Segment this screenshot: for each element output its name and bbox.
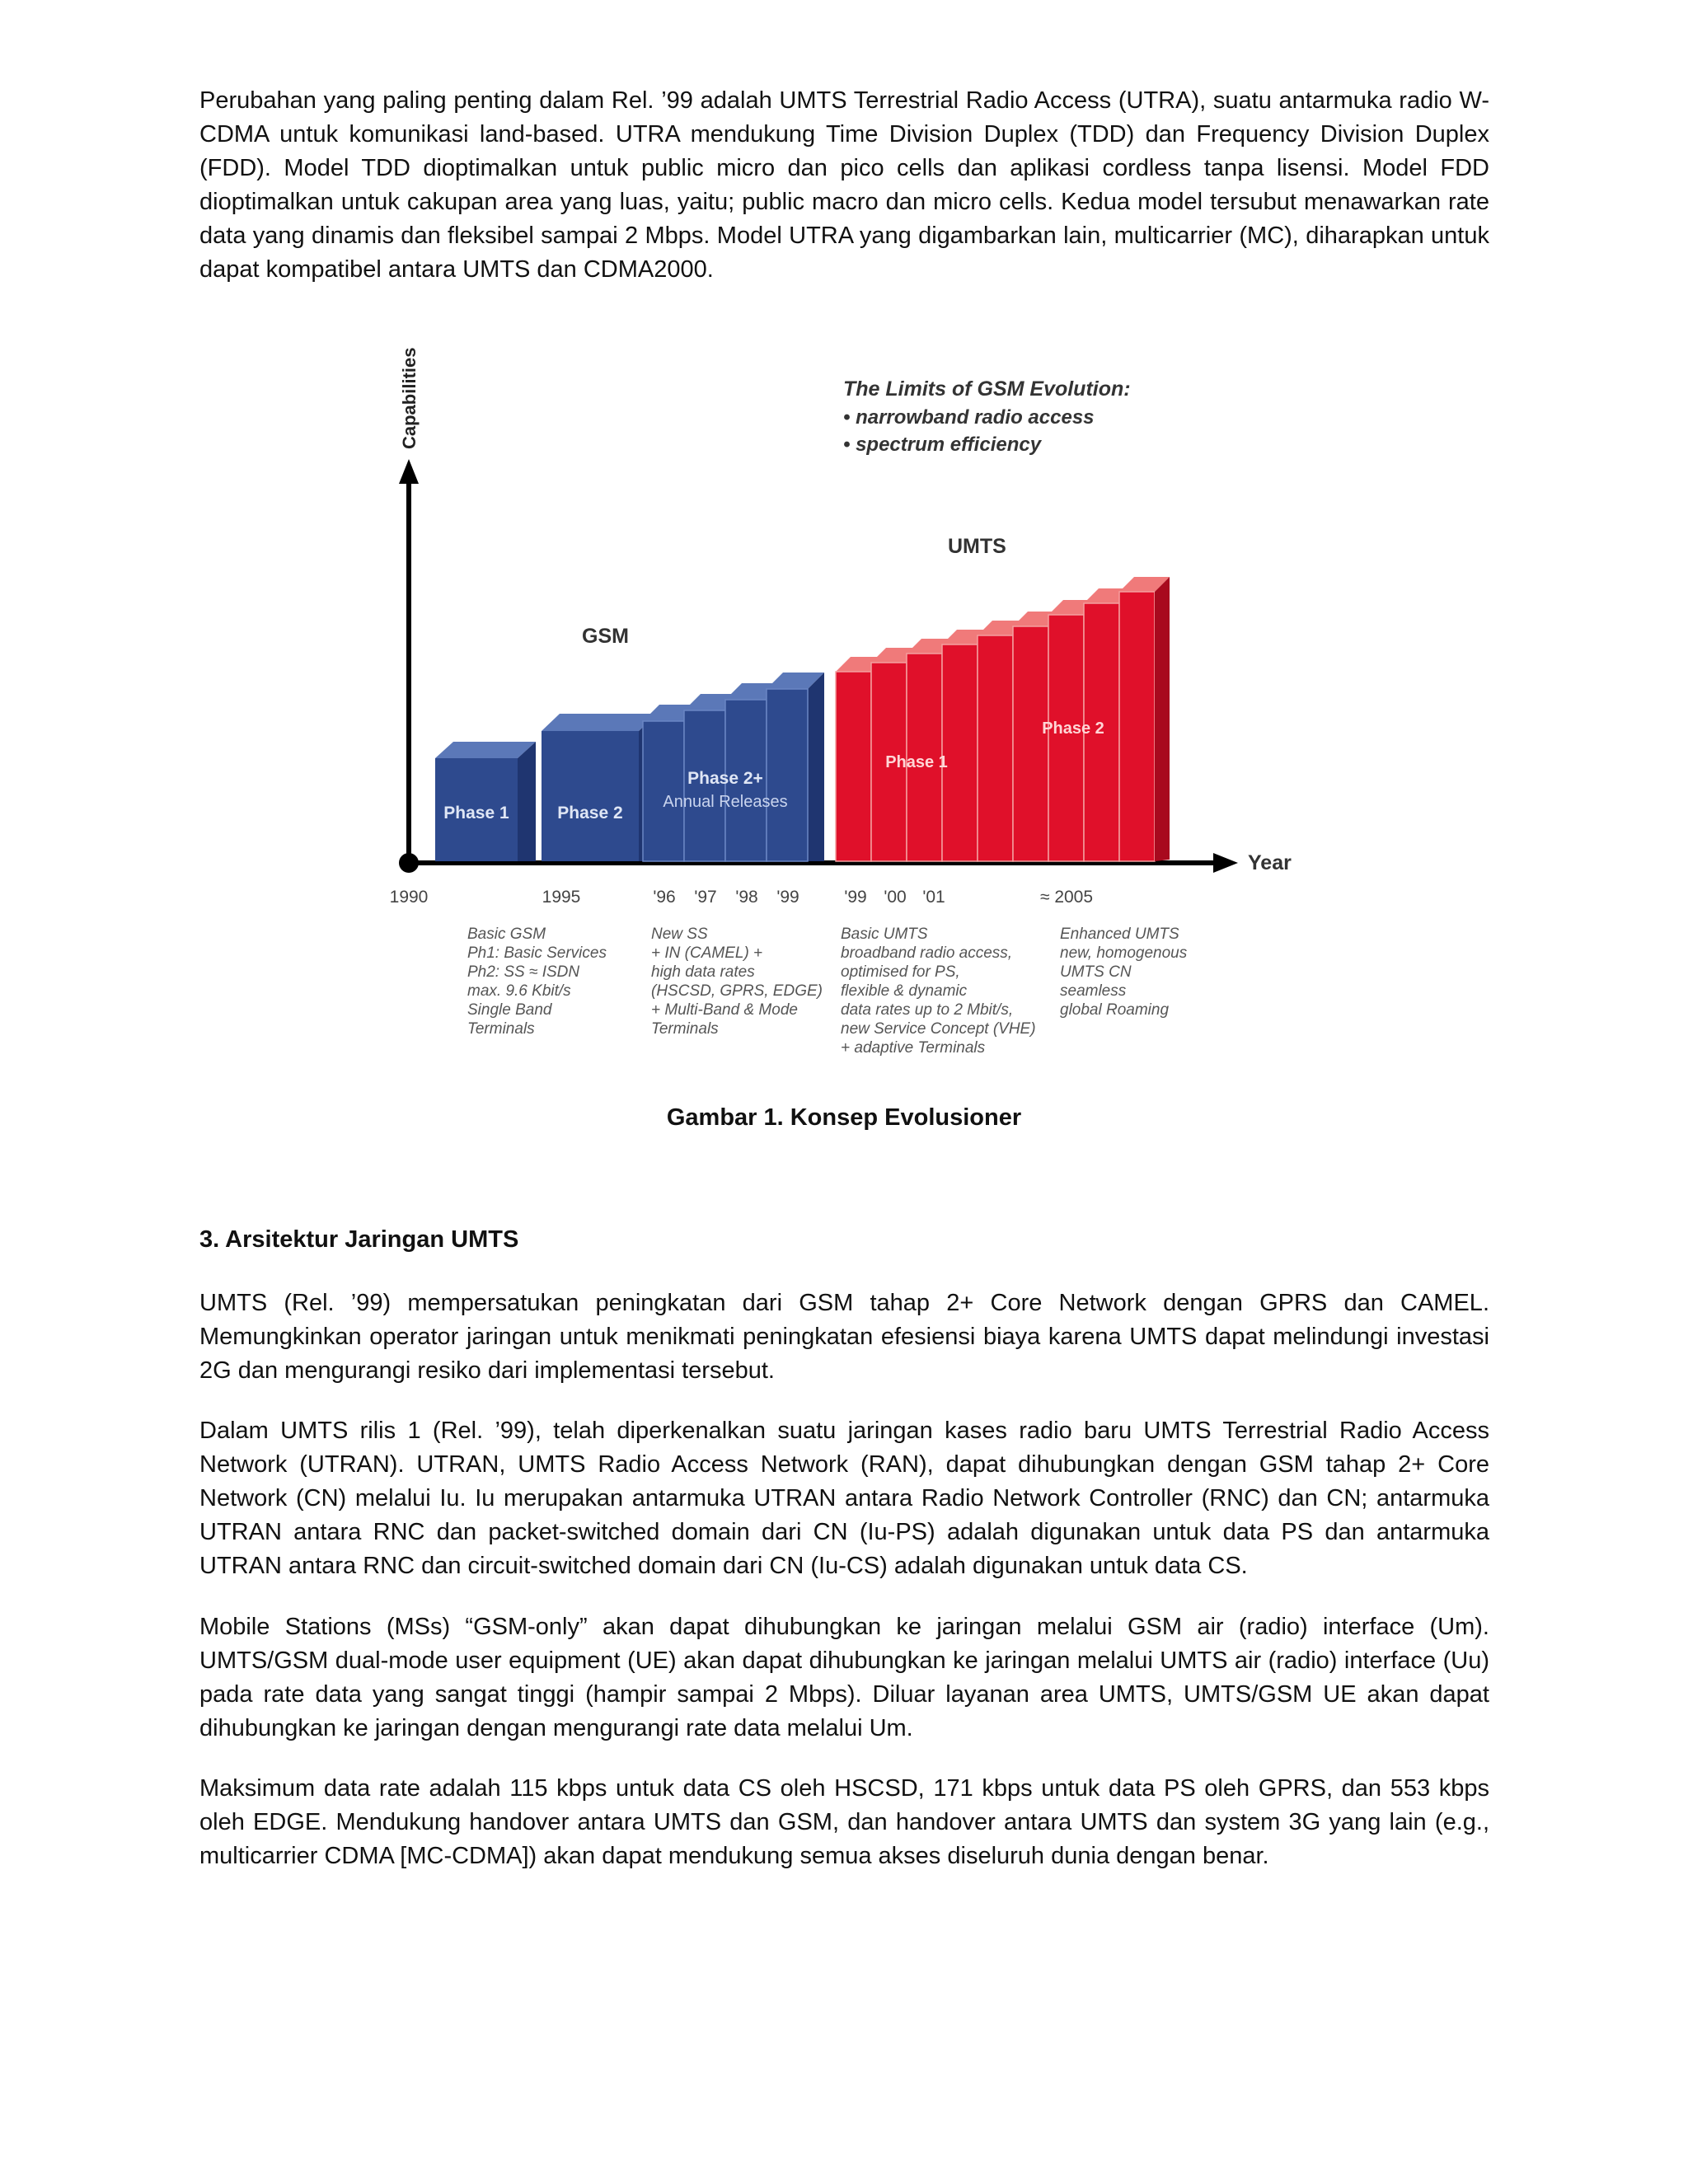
- gsm-phase1-label: Phase 1: [443, 804, 509, 823]
- svg-text:Ph2: SS ≈ ISDN: Ph2: SS ≈ ISDN: [467, 963, 580, 981]
- umts-step-bar: [1013, 626, 1048, 861]
- svg-text:New SS: New SS: [651, 926, 708, 943]
- gsm-phase2-label: Phase 2: [557, 804, 623, 823]
- evolution-figure: [363, 309, 1319, 1067]
- note-gsm-basic: [467, 926, 607, 1038]
- tick-label: '00: [884, 888, 907, 907]
- umts-step-bar: [836, 672, 871, 861]
- x-axis-arrow: [1213, 853, 1238, 873]
- limits-title: The Limits of GSM Evolution:: [843, 377, 1131, 401]
- svg-text:optimised for PS,: optimised for PS,: [841, 963, 960, 981]
- umts-step-bar: [1119, 592, 1155, 861]
- tick-label: '97: [694, 888, 717, 907]
- svg-text:seamless: seamless: [1060, 982, 1127, 1000]
- gsm-label: GSM: [582, 625, 629, 648]
- svg-text:Ph1: Basic Services: Ph1: Basic Services: [467, 944, 607, 962]
- umts-blocks: [836, 577, 1170, 861]
- axis-origin: [399, 853, 419, 873]
- svg-text:flexible & dynamic: flexible & dynamic: [841, 982, 968, 1000]
- svg-text:+ adaptive Terminals: + adaptive Terminals: [841, 1039, 986, 1057]
- umts-phase1-label: Phase 1: [885, 753, 948, 771]
- tick-label: '99: [776, 888, 799, 907]
- tick-label: ≈ 2005: [1039, 888, 1094, 907]
- umts-step-bar: [1048, 615, 1084, 861]
- gsm-blocks: [435, 673, 824, 861]
- svg-text:+ IN (CAMEL) +: + IN (CAMEL) +: [651, 944, 763, 962]
- tick-label: 1995: [542, 888, 581, 907]
- limits-item: • spectrum efficiency: [843, 434, 1042, 456]
- umts-step-bar: [978, 635, 1013, 861]
- svg-text:Terminals: Terminals: [467, 1020, 535, 1038]
- svg-text:Enhanced UMTS: Enhanced UMTS: [1060, 926, 1179, 943]
- gsm-step-bar: [767, 689, 808, 861]
- svg-text:new Service Concept (VHE): new Service Concept (VHE): [841, 1020, 1036, 1038]
- gsm-phase1-side: [518, 742, 536, 861]
- tick-label: 1990: [389, 888, 429, 907]
- gsm-phase2-bar: [542, 731, 639, 861]
- svg-text:data rates up to 2 Mbit/s,: data rates up to 2 Mbit/s,: [841, 1001, 1014, 1019]
- figure-caption: Gambar 1. Konsep Evolusioner: [666, 1104, 1022, 1131]
- svg-text:Single Band: Single Band: [467, 1001, 552, 1019]
- tick-label: '96: [653, 888, 676, 907]
- y-axis-arrow: [399, 459, 419, 484]
- gsm-phase2-top: [542, 714, 657, 731]
- limits-item: • narrowband radio access: [843, 406, 1095, 429]
- note-basic-umts: [841, 926, 1036, 1057]
- svg-text:Terminals: Terminals: [651, 1020, 719, 1038]
- note-new-ss: [651, 926, 823, 1038]
- umts-step-side: [1155, 577, 1170, 861]
- gsm-step-bar: [643, 721, 684, 861]
- svg-text:max. 9.6 Kbit/s: max. 9.6 Kbit/s: [467, 982, 571, 1000]
- paragraph-umts-rel99: UMTS (Rel. ’99) mempersatukan peningkatan dari GSM tahap 2+ Core Network dengan GPRS dan CAMEL. Memungkinkan operator jaringan untuk menikmati peningkatan efesiensi biaya karena UMTS dapat melindungi investasi 2G dan mengurangi resiko dari implementasi tersebut.: [199, 1290, 1489, 1384]
- paragraph-utran: Dalam UMTS rilis 1 (Rel. ’99), telah diperkenalkan suatu jaringan kases radio baru UMTS Terrestrial Radio Access Network (UTRAN). UTRAN, UMTS Radio Access Network (RAN), dapat dihubungkan dengan GSM tahap 2+ Core Network (CN) melalui Iu. Iu merupakan antarmuka UTRAN antara Radio Network Controller (RNC) dan CN; antarmuka UTRAN antara RNC dan packet-switched domain dari CN (Iu-PS) adalah digunakan untuk data PS dan antarmuka UTRAN antara RNC dan circuit-switched domain dari CN (Iu-CS) adalah digunakan untuk data CS.: [199, 1418, 1489, 1579]
- paragraph-mobile-stations: Mobile Stations (MSs) “GSM-only” akan dapat dihubungkan ke jaringan melalui GSM air (radio) interface (Um). UMTS/GSM dual-mode user equipment (UE) akan dapat dihubungkan ke jaringan melalui UMTS air (radio) interface (Uu) pada rate data yang sangat tinggi (hampir sampai 2 Mbps). Diluar layanan area UMTS, UMTS/GSM UE akan dapat dihubungkan ke jaringan dengan mengurangi rate data melalui Um.: [199, 1614, 1489, 1741]
- umts-label: UMTS: [948, 535, 1006, 558]
- paragraph-utra: Perubahan yang paling penting dalam Rel. ’99 adalah UMTS Terrestrial Radio Access (UTRA), suatu antarmuka radio W-CDMA untuk komunikasi land-based. UTRA mendukung Time Division Duplex (TDD) dan Frequency Division Duplex (FDD). Model TDD dioptimalkan untuk public micro dan pico cells dan aplikasi cordless tanpa lisensi. Model FDD dioptimalkan untuk cakupan area yang luas, yaitu; public macro dan micro cells. Kedua model tersubut menawarkan rate data yang dinamis dan fleksibel sampai 2 Mbps. Model UTRA yang digambarkan lain, multicarrier (MC), diharapkan untuk dapat kompatibel antara UMTS dan CDMA2000.: [199, 87, 1489, 283]
- note-enhanced-umts: [1060, 926, 1188, 1019]
- paragraph-max-data-rate: Maksimum data rate adalah 115 kbps untuk data CS oleh HSCSD, 171 kbps untuk data PS oleh GPRS, dan 553 kbps oleh EDGE. Mendukung handover antara UMTS dan GSM, dan handover antara UMTS dan system 3G yang lain (e.g., multicarrier CDMA [MC-CDMA]) akan dapat mendukung semua akses diseluruh dunia dengan benar.: [199, 1775, 1489, 1869]
- section-heading: 3. Arsitektur Jaringan UMTS: [199, 1226, 519, 1253]
- svg-text:new, homogenous: new, homogenous: [1060, 944, 1188, 962]
- gsm-annual-releases-label: Annual Releases: [663, 793, 788, 811]
- tick-label: '99: [844, 888, 867, 907]
- svg-text:+ Multi-Band & Mode: + Multi-Band & Mode: [651, 1001, 798, 1019]
- x-axis-label: Year: [1248, 851, 1292, 874]
- svg-text:Basic UMTS: Basic UMTS: [841, 926, 928, 943]
- svg-text:(HSCSD, GPRS, EDGE): (HSCSD, GPRS, EDGE): [651, 982, 823, 1000]
- y-axis-label: Capabilities: [399, 347, 420, 449]
- tick-label: '01: [922, 888, 945, 907]
- svg-text:broadband radio access,: broadband radio access,: [841, 944, 1013, 962]
- svg-text:high data rates: high data rates: [651, 963, 755, 981]
- svg-text:UMTS CN: UMTS CN: [1060, 963, 1132, 981]
- umts-phase2-label: Phase 2: [1042, 719, 1104, 738]
- gsm-step-side: [808, 673, 824, 861]
- tick-label: '98: [735, 888, 758, 907]
- svg-text:global Roaming: global Roaming: [1060, 1001, 1170, 1019]
- svg-text:Basic GSM: Basic GSM: [467, 926, 546, 943]
- gsm-phase2plus-label: Phase 2+: [687, 769, 763, 788]
